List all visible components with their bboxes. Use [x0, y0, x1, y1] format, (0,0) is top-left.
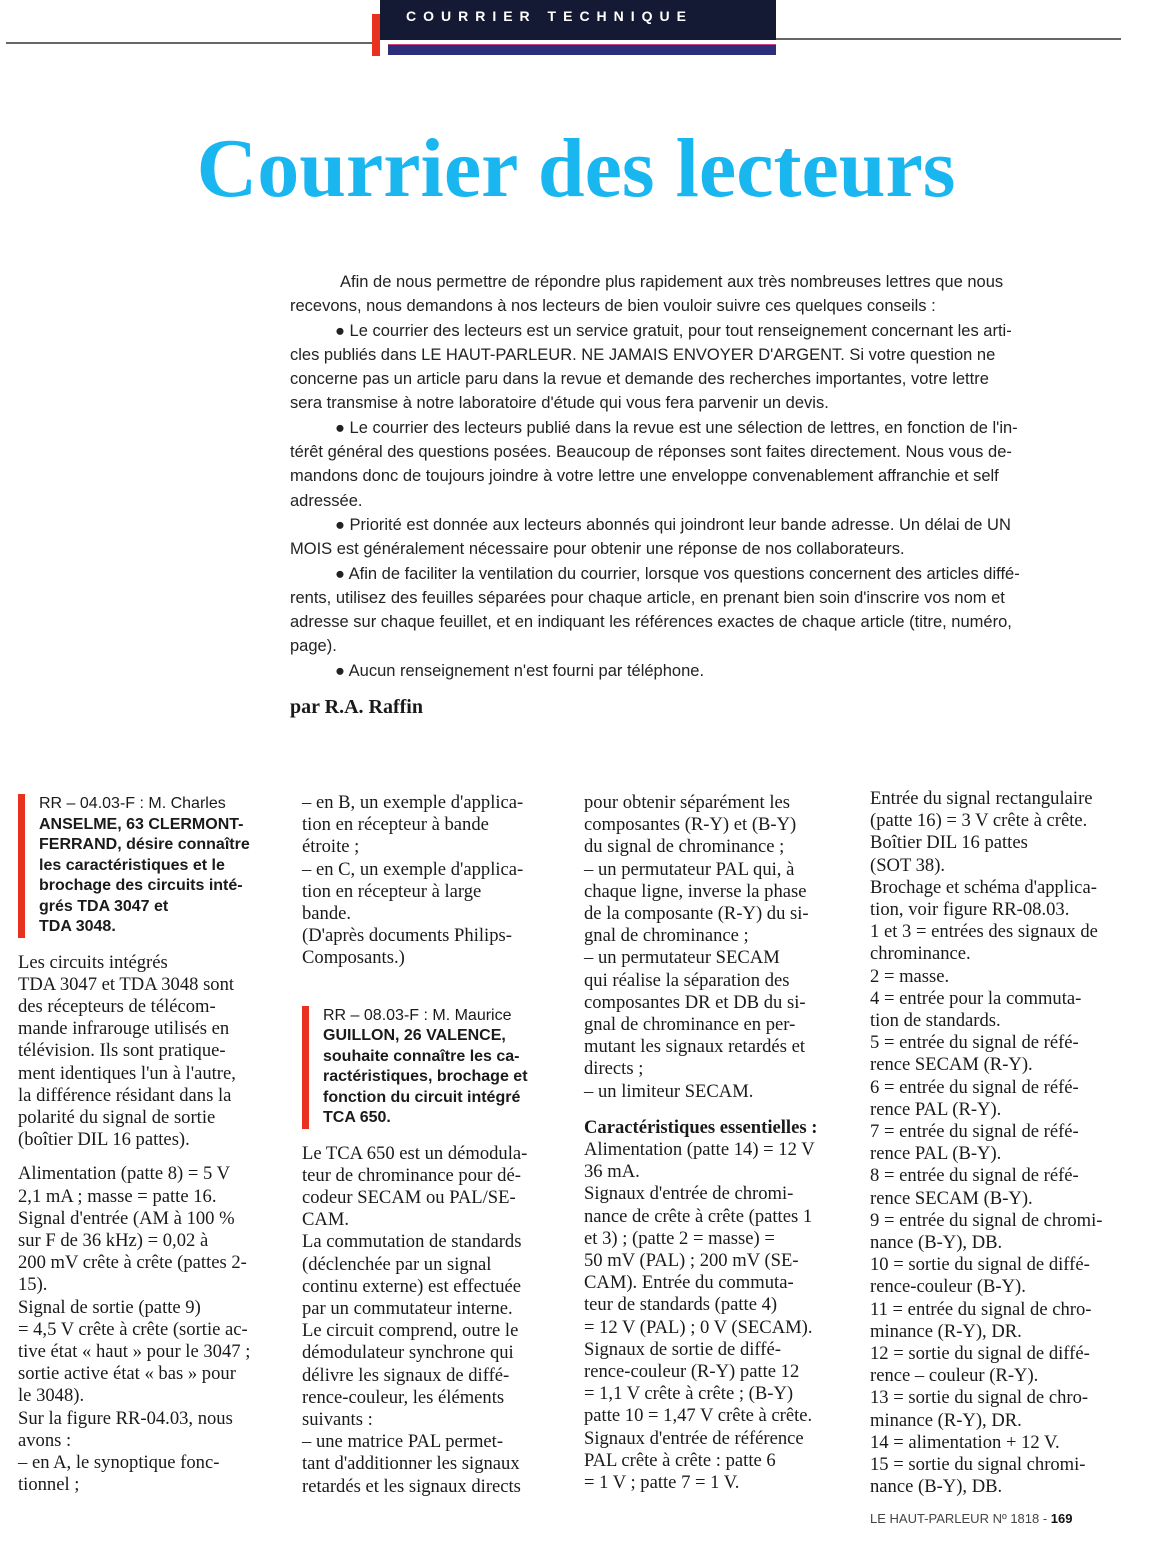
- column-1: [18, 794, 294, 1508]
- question-box: [302, 1006, 578, 1129]
- intro-bullet: ● Afin de faciliter la ventilation du courrier, lorsque vos questions concernent des articles diffé- rents, utilisez des feuilles séparées pour chaque article, en prenant bien soin d'inscrire vos nom et adresse sur chaque feuillet, et en indiquant les références exactes de chaque article (titre, numéro, page).: [290, 564, 1020, 656]
- intro-bullet: ● Priorité est donnée aux lecteurs abonnés qui joindront leur bande adresse. Un délai de UN MOIS est généralement nécessaire pour obtenir une réponse de nos collaborateurs.: [290, 515, 1011, 559]
- question-box: [18, 794, 294, 938]
- intro-paragraph: Afin de nous permettre de répondre plus rapidement aux très nombreuses lettres que nous recevons, nous demandons à nos lecteurs de bien vouloir suivre ces quelques conseils :: [290, 273, 1004, 316]
- section-subheading: Caractéristiques essentielles :: [584, 1116, 818, 1138]
- answer-paragraph: pour obtenir séparément les composantes (R-Y) et (B-Y) du signal de chrominance ; – un permutateur PAL qui, à chaque ligne, inverse la phase de la composante (R-Y) du si- gnal de chrominance ; – un permutateur SECAM qui réalise la séparation des composantes DR et DB du si- gnal de chrominance en per- mutant les signaux retardés et directs ; – un limiteur SECAM.: [584, 792, 809, 1102]
- column-4-body: [870, 788, 1146, 1499]
- column-3: [584, 792, 860, 1506]
- footer-magazine: LE HAUT-PARLEUR Nº 1818 -: [870, 1510, 1051, 1526]
- answer-paragraph: Le TCA 650 est un démodula- teur de chrominance pour dé- codeur SECAM ou PAL/SE- CAM. La commutation de standards (déclenchée par un signal continu externe) est effectuée par un commutateur interne. Le circuit comprend, outre le démodulateur synchrone qui délivre les signaux de diffé- rence-couleur, les éléments suivants : – une matrice PAL permet- tant d'additionner les signaux retardés et les signaux directs: [302, 1142, 528, 1497]
- question-text: GUILLON, 26 VALENCE, souhaite connaître les ca- ractéristiques, brochage et fonction du circuit intégré TCA 650.: [323, 1027, 528, 1127]
- intro-bullet: ● Le courrier des lecteurs est un service gratuit, pour tout renseignement concernant les arti- cles publiés dans LE HAUT-PARLEUR. NE JAMAIS ENVOYER D'ARGENT. Si votre question ne concerne pas un article paru dans la revue et demande des recherches importantes, votre lettre sera transmise à notre laboratoire d'étude qui vous fera parvenir un devis.: [290, 321, 1012, 413]
- intro-text: [290, 270, 1145, 719]
- question-reference: RR – 08.03-F : M. Maurice: [323, 1006, 512, 1024]
- header-rule-right: [776, 38, 1121, 40]
- column-2: [302, 792, 578, 1510]
- answer-paragraph: Alimentation (patte 14) = 12 V 36 mA. Signaux d'entrée de chromi- nance de crête à crête (pattes 1 et 3) ; (patte 2 = masse) = 50 mV (PAL) ; 200 mV (SE- CAM). Entrée du commuta- teur de standards (patte 4) = 12 V (PAL) ; 0 V (SECAM). Signaux de sortie de diffé- rence-couleur (R-Y) patte 12 = 1,1 V crête à crête ; (B-Y) patte 10 = 1,47 V crête à crête. Signaux d'entrée de référence PAL crête à crête : patte 6 = 1 V ; patte 7 = 1 V.: [584, 1139, 815, 1494]
- question-reference: RR – 04.03-F : M. Charles: [39, 795, 226, 812]
- answer-paragraph: – en B, un exemple d'applica- tion en récepteur à bande étroite ; – en C, un exemple d'applica- tion en récepteur à large bande. (D'après documents Philips- Composants.): [302, 792, 524, 969]
- page-title: Courrier des lecteurs: [196, 122, 956, 215]
- page-footer: [870, 1511, 1146, 1527]
- question-text: ANSELME, 63 CLERMONT- FERRAND, désire connaître les caractéristiques et le brochage des circuits inté- grés TDA 3047 et TDA 3048.: [39, 815, 250, 935]
- column-spacer: [302, 982, 578, 1006]
- column-4: [870, 788, 1146, 1527]
- intro-bullet: ● Le courrier des lecteurs publié dans la revue est une sélection de lettres, en fonction de l'in- térêt général des questions posées. Beaucoup de réponses sont faites directement. Nous vous de- mandons donc de toujours joindre à votre lettre une enveloppe convenablement affranchie et self adressée.: [290, 418, 1018, 510]
- header-blue-stripe: [388, 44, 776, 55]
- answer-paragraph: Entrée du signal rectangulaire (patte 16) = 3 V crête à crête. Boîtier DIL 16 pattes (SOT 38). Brochage et schéma d'applica- tion, voir figure RR-08.03. 1 et 3 = entrées des signaux de chrominance. 2 = masse. 4 = entrée pour la commuta- tion de standards. 5 = entrée du signal de réfé- rence SECAM (R-Y). 6 = entrée du signal de réfé- rence PAL (R-Y). 7 = entrée du signal de réfé- rence PAL (B-Y). 8 = entrée du signal de réfé- rence SECAM (B-Y). 9 = entrée du signal de chromi- nance (B-Y), DB. 10 = sortie du signal de diffé- rence-couleur (B-Y). 11 = entrée du signal de chro- minance (R-Y), DR. 12 = sortie du signal de diffé- rence – couleur (R-Y). 13 = sortie du signal de chro- minance (R-Y), DR. 14 = alimentation + 12 V. 15 = sortie du signal chromi- nance (B-Y), DB.: [870, 788, 1103, 1498]
- header-red-accent: [372, 14, 380, 56]
- answer-paragraph: Alimentation (patte 8) = 5 V 2,1 mA ; masse = patte 16. Signal d'entrée (AM à 100 % sur F de 36 kHz) = 0,02 à 200 mV crête à crête (pattes 2- 15). Signal de sortie (patte 9) = 4,5 V crête à crête (sortie ac- tive état « haut » pour le 3047 ; sortie active état « bas » pour le 3048). Sur la figure RR-04.03, nous avons : – en A, le synoptique fonc- tionnel ;: [18, 1163, 251, 1496]
- section-header-label: COURRIER TECHNIQUE: [406, 8, 694, 24]
- byline: par R.A. Raffin: [290, 696, 423, 719]
- header-rule-left: [6, 42, 372, 44]
- page-number: 169: [1050, 1510, 1073, 1526]
- answer-paragraph: Les circuits intégrés TDA 3047 et TDA 3048 sont des récepteurs de télécom- mande infrarouge utilisés en télévision. Ils sont pratique- ment identiques l'un à l'autre, la différence résidant dans la polarité du signal de sortie (boîtier DIL 16 pattes).: [18, 951, 236, 1151]
- intro-bullet: ● Aucun renseignement n'est fourni par téléphone.: [335, 661, 705, 680]
